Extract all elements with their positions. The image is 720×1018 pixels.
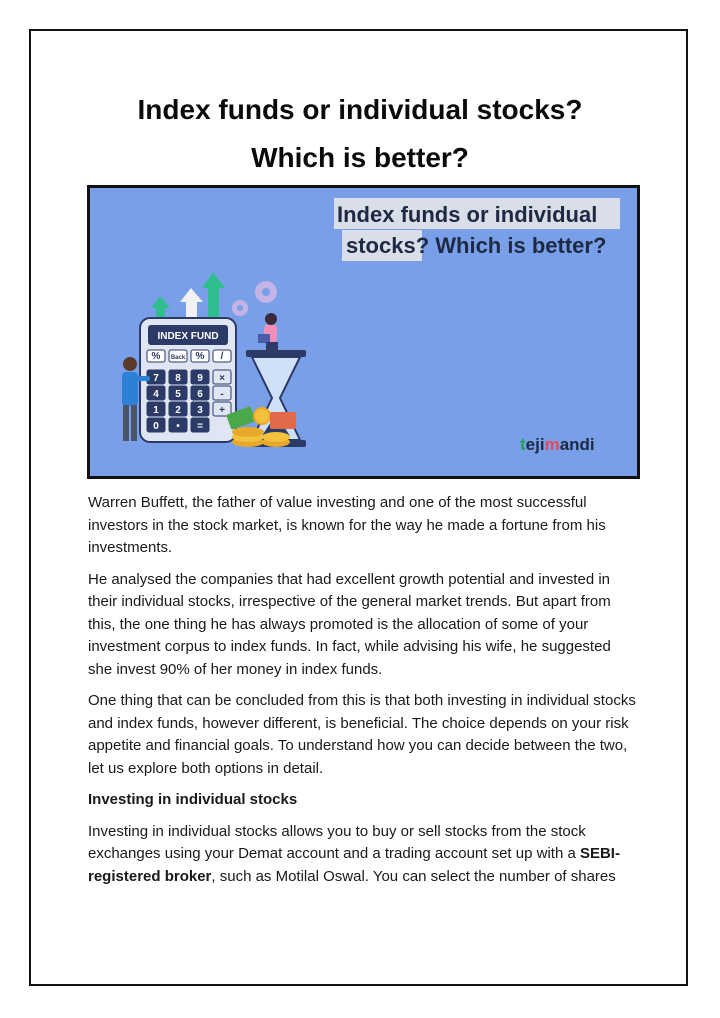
- brand-logo-accent: m: [544, 435, 560, 454]
- calculator-key-label: 3: [197, 405, 203, 416]
- calculator-key-label: •: [176, 421, 180, 432]
- brand-logo-middle: eji: [525, 435, 545, 454]
- hero-illustration: [87, 185, 640, 479]
- calculator-key-label: 5: [175, 389, 181, 400]
- calculator-key-label: 4: [153, 389, 159, 400]
- paragraph-buffett: He analysed the companies that had excellent growth potential and invested in their individual stocks, irrespective of the general market trends. But apart from this, the one thing he has always promoted is the allocation of some of your investment corpus to index funds. In fact, while advising his wife, he suggested she invest 90% of her money in index funds.: [88, 570, 611, 678]
- calculator-key-label: =: [197, 421, 203, 432]
- brand-logo-prefix: t: [520, 435, 526, 454]
- paragraph-intro: Warren Buffett, the father of value investing and one of the most successful investors in the stock market, is known for the way he made a fortune from his investments.: [88, 494, 606, 556]
- calculator-key-label: 8: [175, 373, 181, 384]
- banner-headline-line-2: stocks? Which is better?: [346, 233, 607, 258]
- brand-logo: [520, 435, 595, 454]
- banner-headline-line-1: Index funds or individual: [337, 202, 598, 227]
- calculator-key-label: /: [220, 351, 224, 362]
- calculator-label: INDEX FUND: [157, 331, 219, 342]
- paragraph-conclusion: One thing that can be concluded from this is that both investing in individual stocks and index funds, however different, is beneficial. The choice depends on your risk appetite and financial goals. To understand how you can decide between the two, let us explore both options in detail.: [88, 692, 636, 777]
- calculator-key-label: 9: [197, 373, 203, 384]
- brand-logo-suffix: andi: [559, 435, 595, 454]
- paragraph-text-before: Investing in individual stocks allows you to buy or sell stocks from the stock exchanges using your Demat account and a trading account set up with a: [88, 822, 586, 862]
- person-laptop-icon: [258, 313, 278, 350]
- calculator-key-label: Back: [170, 355, 186, 361]
- article-body: [88, 492, 636, 897]
- gear-icon: [232, 281, 277, 316]
- calculator-key-label: 2: [175, 405, 181, 416]
- calculator-key-label: ×: [219, 373, 225, 384]
- page-title: [0, 86, 720, 182]
- paragraph-text-after: , such as Motilal Oswal. You can select the number of shares: [211, 867, 616, 885]
- calculator-key-label: %: [195, 351, 205, 362]
- calculator-icon: [140, 318, 236, 442]
- title-line-1: Index funds or individual stocks?: [137, 94, 583, 125]
- calculator-key-label: 6: [197, 389, 203, 400]
- title-line-2: Which is better?: [251, 142, 469, 173]
- calculator-key-label: 7: [153, 373, 159, 384]
- calculator-key-label: %: [151, 351, 161, 362]
- calculator-key-label: 0: [153, 421, 159, 432]
- svg-text:tejimandi: [520, 435, 595, 454]
- calculator-key-label: -: [220, 389, 224, 400]
- sebi-broker-bold: SEBI-registered broker: [88, 845, 620, 885]
- paragraph-individual-stocks: [88, 821, 636, 889]
- section-heading: Investing in individual stocks: [88, 791, 298, 808]
- calculator-key-label: +: [219, 405, 225, 416]
- calculator-key-label: 1: [153, 405, 159, 416]
